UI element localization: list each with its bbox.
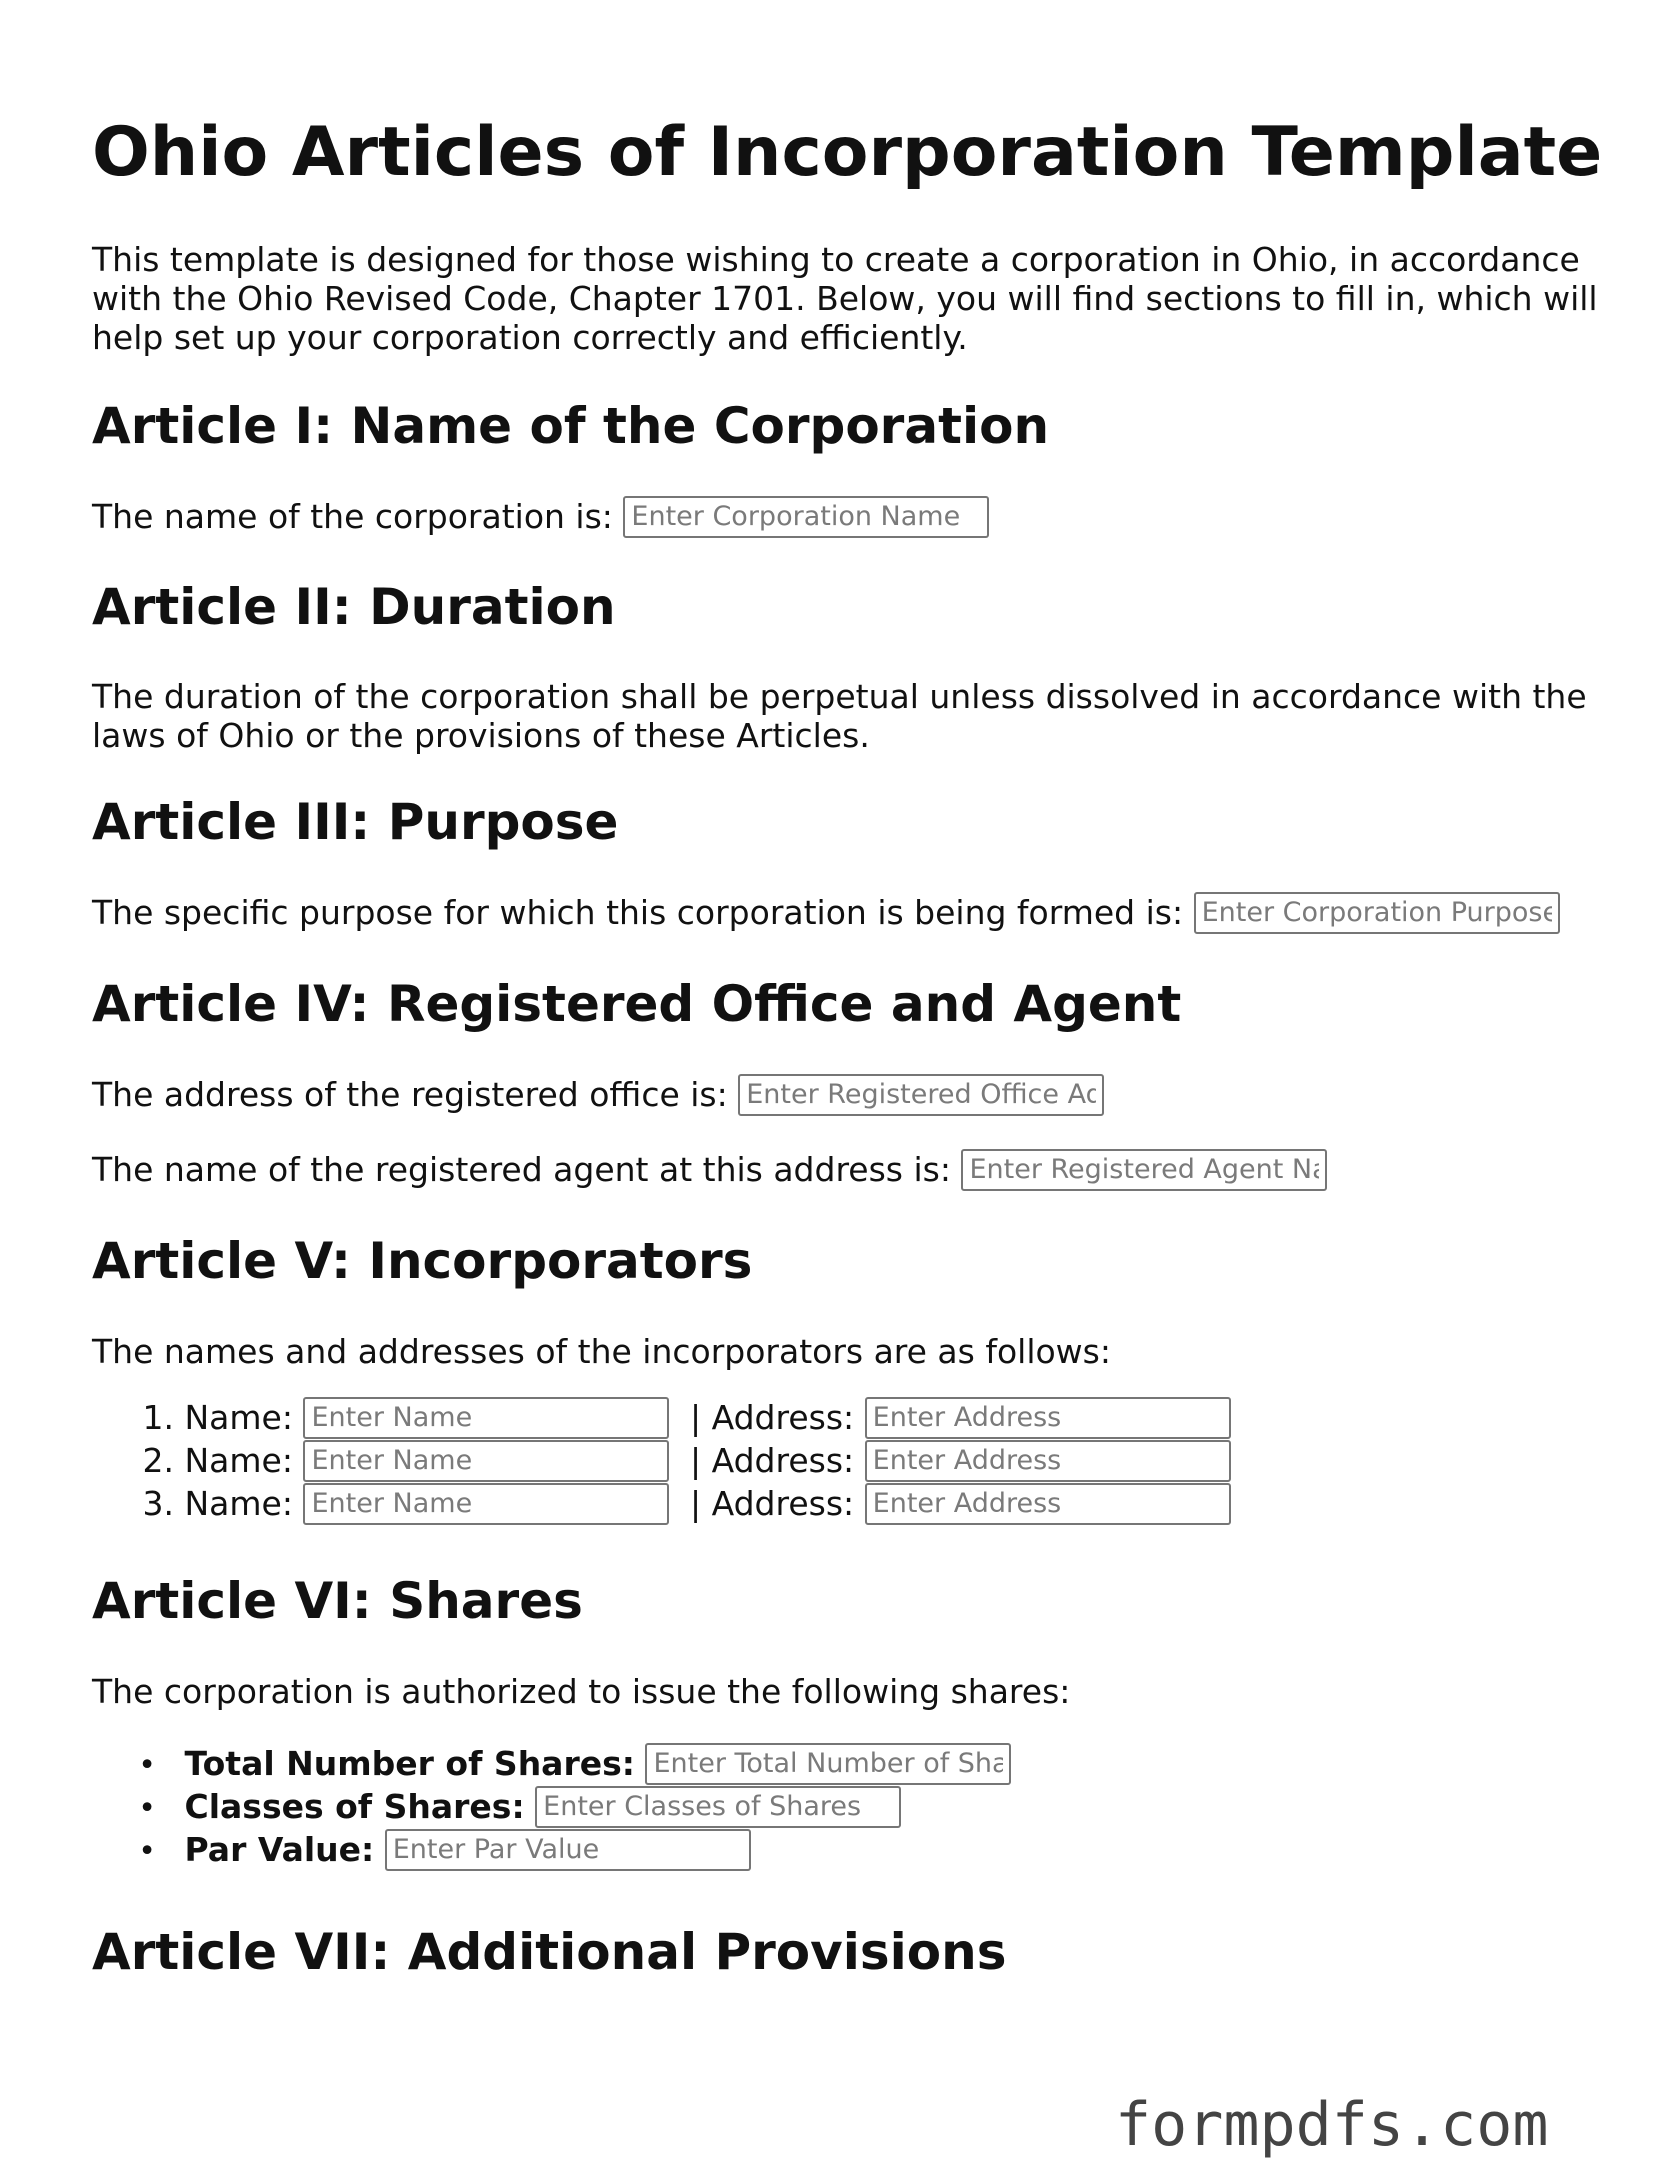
name-label: Name: bbox=[184, 1484, 293, 1523]
address-label: | Address: bbox=[689, 1398, 855, 1437]
registered-agent-input[interactable] bbox=[961, 1149, 1327, 1191]
article-1-row bbox=[92, 497, 989, 540]
bullet-icon: • bbox=[138, 1834, 156, 1869]
list-number: 2. bbox=[142, 1441, 174, 1480]
registered-office-label: The address of the registered office is: bbox=[92, 1075, 728, 1114]
incorporator-2-address-input[interactable] bbox=[865, 1440, 1231, 1482]
article-7-heading: Article VII: Additional Provisions bbox=[92, 1923, 1007, 1981]
article-4-heading: Article IV: Registered Office and Agent bbox=[92, 975, 1182, 1033]
registered-agent-label: The name of the registered agent at this address is: bbox=[92, 1150, 951, 1189]
intro-line-3: help set up your corporation correctly and efficiently. bbox=[92, 318, 968, 357]
incorporator-3-name-input[interactable] bbox=[303, 1483, 669, 1525]
incorporator-row bbox=[92, 1439, 1231, 1484]
corporation-name-input[interactable] bbox=[623, 496, 989, 538]
corporation-name-label: The name of the corporation is: bbox=[92, 497, 613, 536]
article-3-heading: Article III: Purpose bbox=[92, 793, 619, 851]
address-label: | Address: bbox=[689, 1441, 855, 1480]
incorporator-row bbox=[92, 1482, 1231, 1527]
shares-item bbox=[92, 1828, 751, 1873]
total-shares-input[interactable] bbox=[645, 1743, 1011, 1785]
incorporator-row bbox=[92, 1396, 1231, 1441]
shares-item bbox=[92, 1742, 1011, 1787]
shares-item bbox=[92, 1785, 901, 1830]
list-number: 1. bbox=[142, 1398, 174, 1437]
bullet-icon: • bbox=[138, 1748, 156, 1783]
name-label: Name: bbox=[184, 1398, 293, 1437]
registered-agent-row bbox=[92, 1150, 1327, 1193]
corporation-purpose-input[interactable] bbox=[1194, 892, 1560, 934]
par-value-input[interactable] bbox=[385, 1829, 751, 1871]
registered-office-input[interactable] bbox=[738, 1074, 1104, 1116]
par-value-label: Par Value: bbox=[184, 1830, 375, 1869]
incorporator-1-name-input[interactable] bbox=[303, 1397, 669, 1439]
total-shares-label: Total Number of Shares: bbox=[184, 1744, 635, 1783]
list-number: 3. bbox=[142, 1484, 174, 1523]
article-1-heading: Article I: Name of the Corporation bbox=[92, 397, 1050, 455]
incorporator-3-address-input[interactable] bbox=[865, 1483, 1231, 1525]
duration-line-2: laws of Ohio or the provisions of these Articles. bbox=[92, 716, 870, 755]
watermark: formpdfs.com bbox=[1115, 2090, 1549, 2160]
duration-line-1: The duration of the corporation shall be perpetual unless dissolved in accordance with the bbox=[92, 677, 1587, 716]
article-6-heading: Article VI: Shares bbox=[92, 1572, 583, 1630]
article-5-heading: Article V: Incorporators bbox=[92, 1232, 753, 1290]
incorporator-2-name-input[interactable] bbox=[303, 1440, 669, 1482]
share-classes-input[interactable] bbox=[535, 1786, 901, 1828]
incorporators-intro: The names and addresses of the incorporators are as follows: bbox=[92, 1332, 1111, 1371]
page-title: Ohio Articles of Incorporation Template bbox=[92, 113, 1603, 192]
purpose-label: The specific purpose for which this corporation is being formed is: bbox=[92, 893, 1184, 932]
article-2-heading: Article II: Duration bbox=[92, 578, 616, 636]
article-3-row bbox=[92, 893, 1560, 936]
intro-line-1: This template is designed for those wishing to create a corporation in Ohio, in accordance bbox=[92, 240, 1580, 279]
address-label: | Address: bbox=[689, 1484, 855, 1523]
share-classes-label: Classes of Shares: bbox=[184, 1787, 525, 1826]
incorporator-1-address-input[interactable] bbox=[865, 1397, 1231, 1439]
bullet-icon: • bbox=[138, 1791, 156, 1826]
name-label: Name: bbox=[184, 1441, 293, 1480]
intro-line-2: with the Ohio Revised Code, Chapter 1701. Below, you will find sections to fill in, which will bbox=[92, 279, 1598, 318]
shares-intro: The corporation is authorized to issue the following shares: bbox=[92, 1672, 1071, 1711]
registered-office-row bbox=[92, 1075, 1104, 1118]
